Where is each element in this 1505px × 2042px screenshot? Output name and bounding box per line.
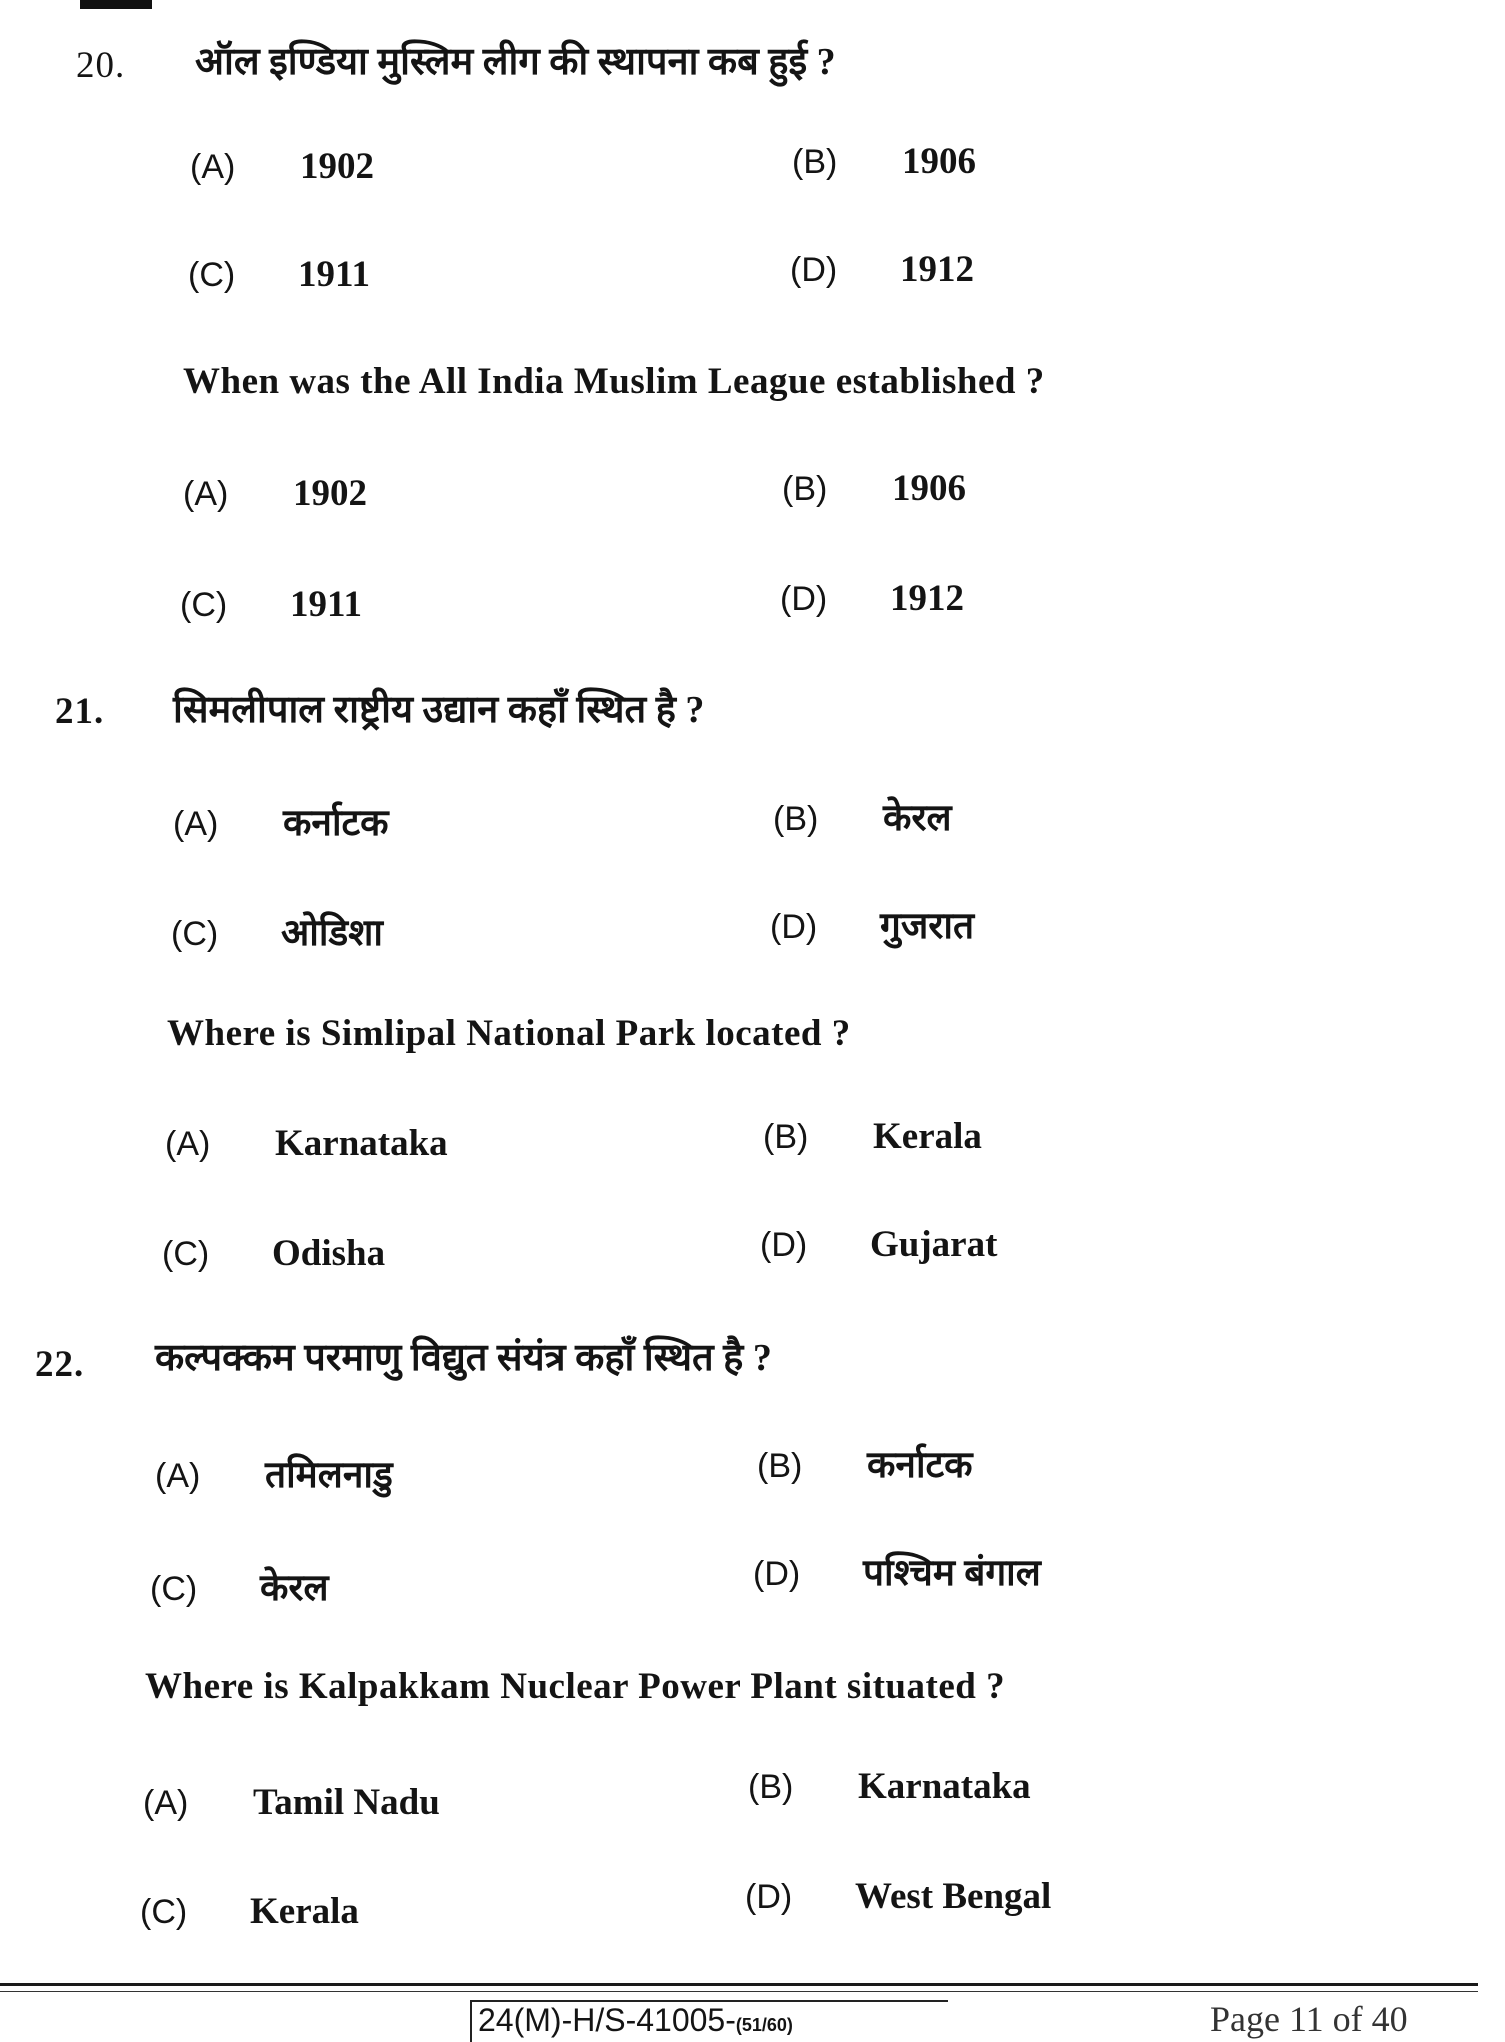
option-b: [782, 467, 966, 510]
option-label: (C): [171, 915, 219, 953]
option-label: (D): [790, 251, 838, 289]
option-text: गुजरात: [880, 906, 975, 947]
option-text: Odisha: [272, 1233, 386, 1274]
option-c: [180, 583, 362, 626]
page-number: Page 11 of 40: [1210, 1999, 1408, 2039]
question-number: 20.: [76, 45, 126, 86]
option-c: [150, 1560, 329, 1611]
option-label: (D): [753, 1555, 801, 1593]
paper-code-text: 24(M)-H/S-41005-: [478, 2002, 736, 2038]
option-text: Kerala: [873, 1116, 982, 1157]
option-label: (D): [770, 908, 818, 946]
option-label: (B): [757, 1447, 803, 1485]
option-label: (A): [173, 805, 219, 843]
option-c: [162, 1232, 385, 1275]
option-text: केरल: [260, 1568, 329, 1609]
option-text: 1911: [298, 254, 370, 295]
option-d: [760, 1223, 997, 1266]
option-d: [780, 577, 964, 620]
option-a: [155, 1447, 393, 1498]
option-d: [745, 1875, 1051, 1918]
option-text: 1902: [300, 146, 374, 187]
top-edge-mark: [80, 0, 152, 9]
option-text: कर्नाटक: [283, 803, 389, 844]
option-b: [792, 140, 976, 183]
option-d: [770, 898, 974, 949]
option-a: [190, 145, 374, 188]
option-label: (B): [782, 470, 828, 508]
paper-code: [470, 2000, 948, 2042]
option-text: 1912: [890, 578, 964, 619]
option-text: 1906: [902, 141, 976, 182]
option-b: [773, 790, 952, 841]
question-number: 21.: [55, 691, 105, 732]
question-text-hindi: कल्पक्कम परमाणु विद्युत संयंत्र कहाँ स्थित है ?: [155, 1337, 772, 1379]
question-number: 22.: [35, 1344, 85, 1385]
option-text: केरल: [883, 798, 952, 839]
option-text: तमिलनाडु: [265, 1455, 393, 1496]
option-d: [753, 1545, 1041, 1596]
option-text: Kerala: [250, 1891, 359, 1932]
option-text: Gujarat: [870, 1224, 998, 1265]
option-label: (C): [140, 1893, 188, 1931]
question-text-english: When was the All India Muslim League established ?: [183, 361, 1045, 402]
question-text-english: Where is Simlipal National Park located ?: [167, 1013, 851, 1054]
option-c: [140, 1890, 359, 1933]
option-label: (C): [188, 256, 236, 294]
option-b: [757, 1437, 973, 1488]
question-text-english: Where is Kalpakkam Nuclear Power Plant situated ?: [145, 1666, 1006, 1707]
option-text: 1911: [290, 584, 362, 625]
option-a: [183, 472, 367, 515]
option-label: (A): [143, 1784, 189, 1822]
option-text: 1906: [892, 468, 966, 509]
option-text: West Bengal: [855, 1876, 1052, 1917]
question-text-hindi: सिमलीपाल राष्ट्रीय उद्यान कहाँ स्थित है ?: [173, 689, 705, 731]
option-label: (B): [763, 1118, 809, 1156]
option-label: (C): [162, 1235, 210, 1273]
option-b: [763, 1115, 982, 1158]
option-label: (A): [155, 1457, 201, 1495]
option-label: (B): [792, 143, 838, 181]
option-c: [171, 905, 383, 956]
option-text: Karnataka: [858, 1766, 1031, 1807]
option-text: 1902: [293, 473, 367, 514]
option-text: Karnataka: [275, 1123, 448, 1164]
option-label: (D): [745, 1878, 793, 1916]
footer-rule: [0, 1983, 1478, 1986]
option-label: (D): [760, 1226, 808, 1264]
option-text: Tamil Nadu: [253, 1782, 440, 1823]
option-label: (D): [780, 580, 828, 618]
paper-code-suffix: (51/60): [735, 2015, 793, 2035]
option-a: [165, 1122, 448, 1165]
option-text: कर्नाटक: [867, 1445, 973, 1486]
option-label: (C): [180, 586, 228, 624]
option-c: [188, 253, 370, 296]
option-label: (A): [165, 1125, 211, 1163]
option-text: पश्चिम बंगाल: [863, 1553, 1041, 1594]
option-a: [143, 1781, 440, 1824]
option-label: (A): [183, 475, 229, 513]
option-label: (A): [190, 148, 236, 186]
option-text: 1912: [900, 249, 974, 290]
footer-rule-thin: [0, 1991, 1478, 1992]
option-label: (B): [773, 800, 819, 838]
option-label: (B): [748, 1768, 794, 1806]
option-a: [173, 795, 389, 846]
option-label: (C): [150, 1570, 198, 1608]
question-text-hindi: ऑल इण्डिया मुस्लिम लीग की स्थापना कब हुई ?: [195, 41, 836, 83]
option-d: [790, 248, 974, 291]
option-b: [748, 1765, 1031, 1808]
option-text: ओडिशा: [281, 913, 383, 954]
